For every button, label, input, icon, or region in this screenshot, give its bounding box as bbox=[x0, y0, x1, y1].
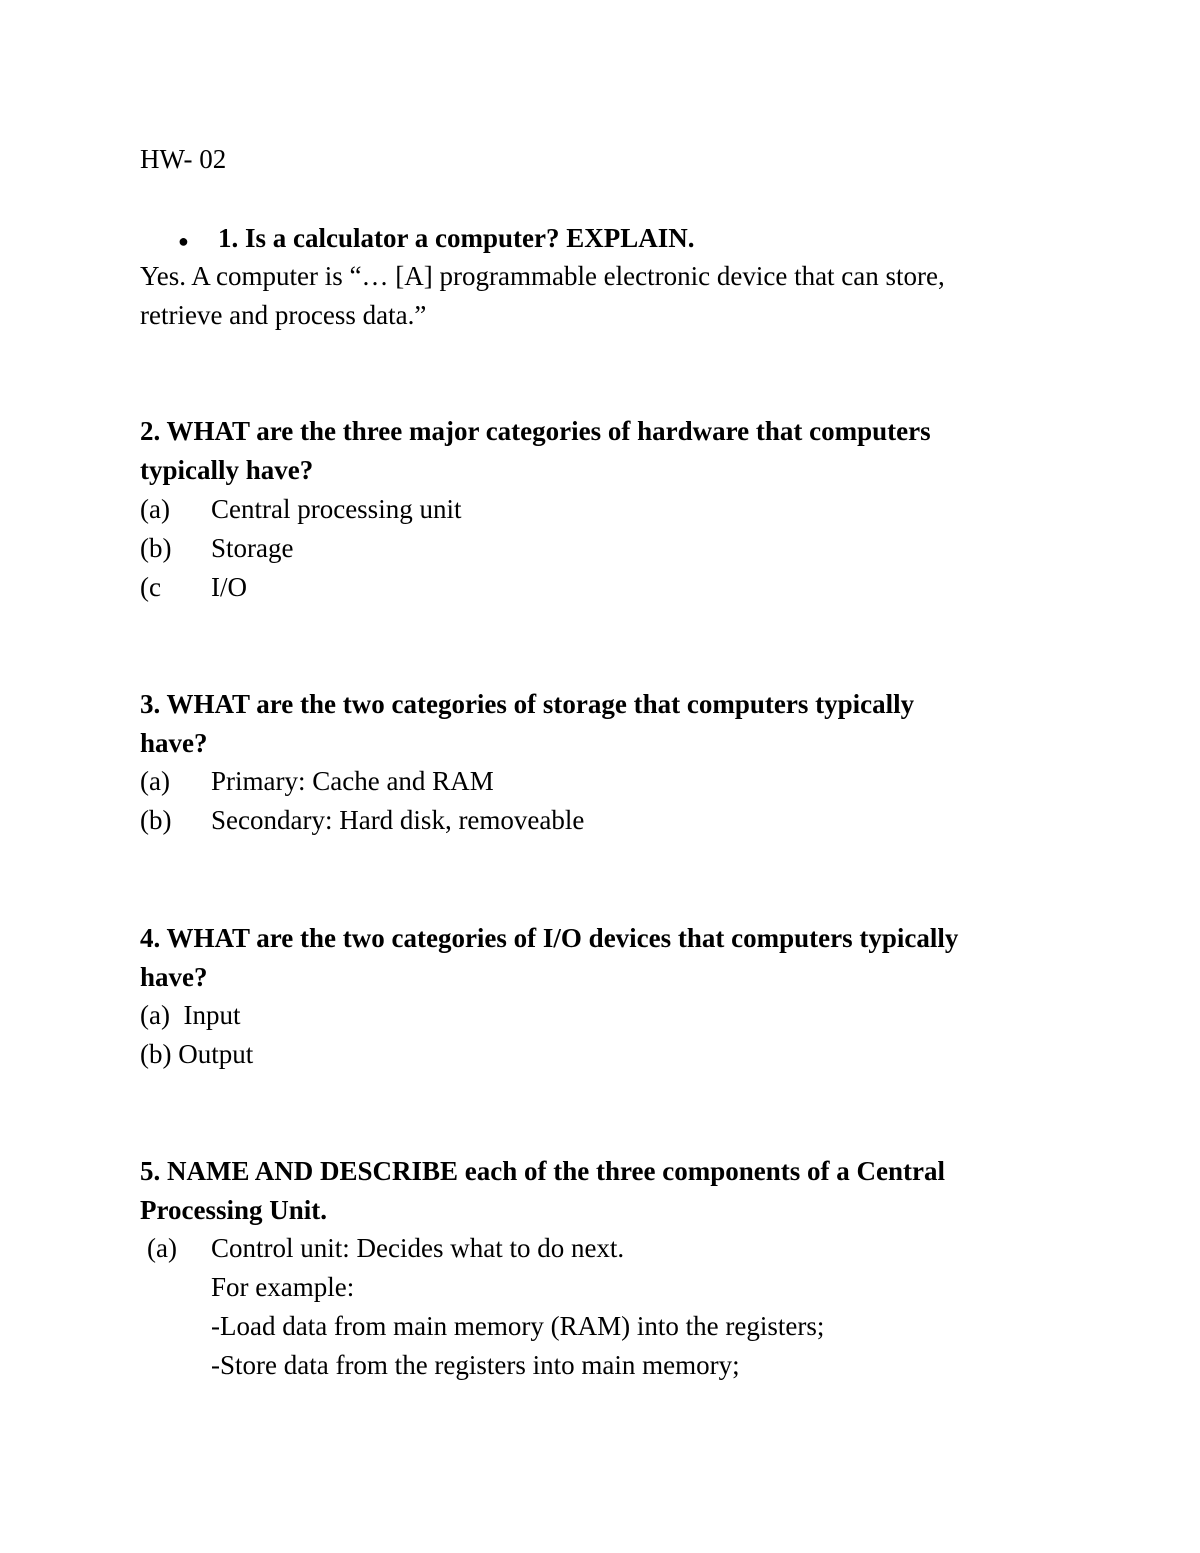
document-title: HW- 02 bbox=[140, 144, 227, 174]
list-item-text: Secondary: Hard disk, removeable bbox=[211, 805, 585, 835]
question-1: 1. Is a calculator a computer? EXPLAIN. bbox=[218, 223, 695, 253]
question-4-line-2: have? bbox=[140, 962, 208, 992]
question-2-line-1: 2. WHAT are the three major categories of hardware that computers bbox=[140, 416, 931, 446]
question-3-line-2: have? bbox=[140, 728, 208, 758]
list-item-label: (a) bbox=[140, 766, 170, 796]
list-item-continuation: -Store data from the registers into main memory; bbox=[211, 1350, 740, 1380]
list-item: (b) Output bbox=[140, 1039, 254, 1069]
list-item-continuation: For example: bbox=[211, 1272, 355, 1302]
question-4-line-1: 4. WHAT are the two categories of I/O devices that computers typically bbox=[140, 923, 959, 953]
question-5-line-1: 5. NAME AND DESCRIBE each of the three components of a Central bbox=[140, 1156, 945, 1186]
bullet-icon: ● bbox=[178, 231, 189, 251]
list-item-text: Primary: Cache and RAM bbox=[211, 766, 494, 796]
answer-1-line-1: Yes. A computer is “… [A] programmable electronic device that can store, bbox=[140, 261, 945, 291]
question-3-line-1: 3. WHAT are the two categories of storage that computers typically bbox=[140, 689, 915, 719]
list-item-continuation: -Load data from main memory (RAM) into the registers; bbox=[211, 1311, 825, 1341]
list-item-label: (b) bbox=[140, 805, 172, 835]
question-5-line-2: Processing Unit. bbox=[140, 1195, 327, 1225]
list-item: (a) Input bbox=[140, 1000, 241, 1030]
answer-1-line-2: retrieve and process data.” bbox=[140, 300, 427, 330]
list-item-text: Control unit: Decides what to do next. bbox=[211, 1233, 625, 1263]
list-item-text: Central processing unit bbox=[211, 494, 462, 524]
list-item-label: (a) bbox=[147, 1233, 177, 1263]
list-item-text: Storage bbox=[211, 533, 294, 563]
list-item-label: (b) bbox=[140, 533, 172, 563]
question-2-line-2: typically have? bbox=[140, 455, 314, 485]
list-item-label: (c bbox=[140, 572, 161, 602]
list-item-text: I/O bbox=[211, 572, 247, 602]
list-item-label: (a) bbox=[140, 494, 170, 524]
